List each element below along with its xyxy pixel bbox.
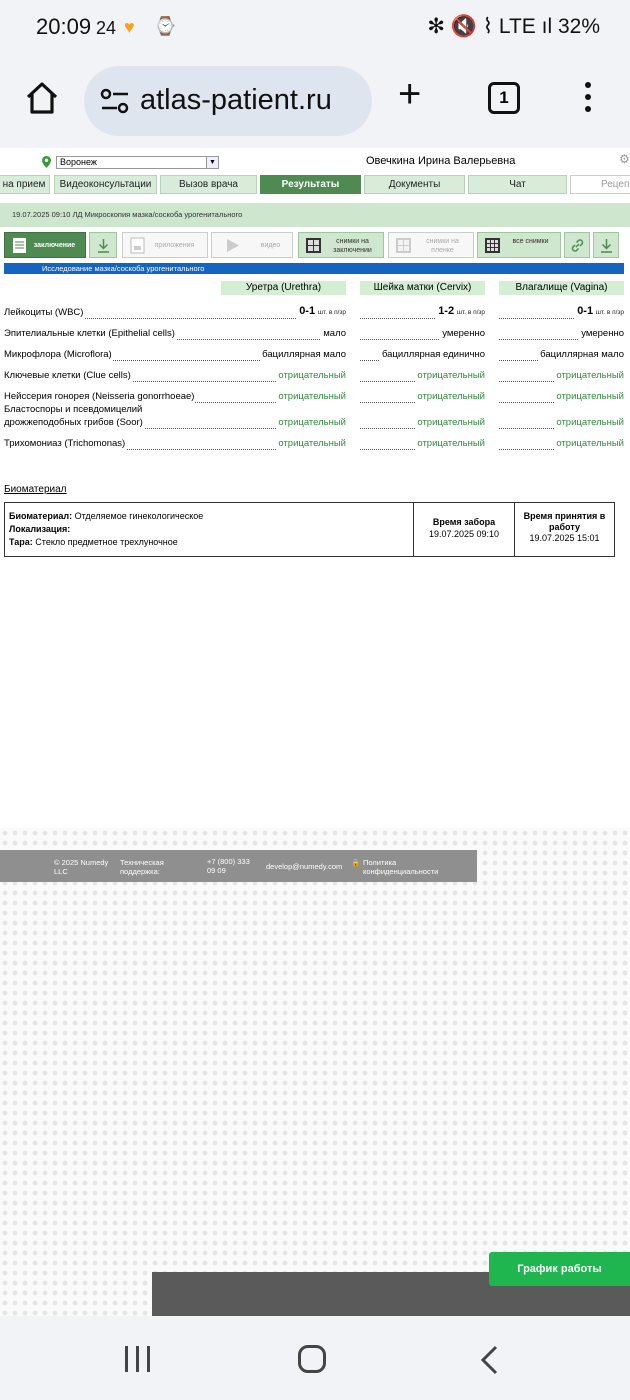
biomaterial-label: Биоматериал: bbox=[9, 511, 73, 521]
site-footer bbox=[0, 850, 477, 882]
status-time: 20:09 bbox=[36, 14, 92, 39]
download-icon bbox=[598, 237, 615, 254]
result-unit: шт. в п/зр bbox=[317, 309, 346, 316]
patient-name: Овечкина Ирина Валерьевна bbox=[366, 155, 516, 167]
result-name: Ключевые клетки (Clue cells) bbox=[4, 370, 131, 381]
result-cell bbox=[360, 417, 485, 429]
result-value: 0-1 bbox=[299, 305, 316, 317]
result-value: бациллярная мало bbox=[262, 349, 346, 360]
result-cell bbox=[360, 438, 485, 450]
container-value: Стекло предметное трехлуночное bbox=[35, 537, 178, 547]
collection-time-cell bbox=[414, 503, 515, 556]
status-indicators: ✻ 🔇 ⌇ LTE ıl 32% bbox=[427, 15, 600, 38]
result-value: отрицательный bbox=[278, 417, 346, 428]
result-value: отрицательный bbox=[417, 438, 485, 449]
tab-appointment[interactable]: на прием bbox=[0, 175, 50, 194]
result-cell bbox=[360, 328, 485, 340]
city-select[interactable] bbox=[56, 156, 219, 169]
result-unit: шт. в п/зр bbox=[456, 309, 485, 316]
attachment-icon bbox=[129, 237, 146, 254]
result-cell bbox=[499, 391, 624, 403]
section-title: Исследование мазка/соскоба урогенитального bbox=[4, 263, 624, 274]
result-value: 0-1 bbox=[577, 305, 594, 317]
result-name-line1: Бластоспоры и псевдомицелий bbox=[4, 404, 143, 415]
result-row bbox=[4, 389, 624, 403]
result-value: отрицательный bbox=[417, 417, 485, 428]
footer-email[interactable]: develop@numedy.com bbox=[266, 862, 343, 871]
study-toolbar bbox=[4, 232, 628, 260]
column-header-cervix: Шейка матки (Cervix) bbox=[360, 281, 485, 295]
biomaterial-details bbox=[5, 503, 414, 556]
result-value: отрицательный bbox=[417, 370, 485, 381]
biomaterial-link[interactable]: Биоматериал bbox=[4, 484, 67, 495]
result-value: отрицательный bbox=[278, 438, 346, 449]
tab-doctor-call[interactable]: Вызов врача bbox=[160, 175, 257, 194]
container-label: Тара: bbox=[9, 537, 33, 547]
heart-icon: ♥ bbox=[124, 17, 135, 37]
result-row bbox=[4, 305, 624, 319]
gear-icon[interactable]: ⚙ bbox=[619, 152, 630, 166]
result-name: Лейкоциты (WBC) bbox=[4, 307, 84, 318]
result-row bbox=[4, 368, 624, 382]
acceptance-time-cell bbox=[515, 503, 614, 556]
collection-time-label: Время забора bbox=[432, 517, 496, 527]
result-name: Нейссерия гонорея (Neisseria gonorrhoeae) bbox=[4, 391, 195, 402]
share-link-button[interactable] bbox=[564, 232, 590, 258]
result-row bbox=[4, 403, 624, 429]
result-name: дрожжеподобных грибов (Soor) bbox=[4, 417, 143, 428]
footer-support-label: Техническая поддержка: bbox=[120, 858, 164, 876]
image-grid-icon bbox=[395, 237, 412, 254]
home-icon[interactable] bbox=[24, 80, 60, 116]
recent-apps-icon[interactable] bbox=[124, 1346, 152, 1372]
result-value: отрицательный bbox=[556, 438, 624, 449]
result-value: отрицательный bbox=[278, 370, 346, 381]
result-value: отрицательный bbox=[278, 391, 346, 402]
chevron-down-icon[interactable]: ▼ bbox=[206, 157, 218, 168]
play-icon bbox=[224, 237, 241, 254]
result-value: умеренно bbox=[442, 328, 485, 339]
download-conclusion-button[interactable] bbox=[89, 232, 117, 258]
all-snapshots-button[interactable] bbox=[477, 232, 561, 258]
result-row bbox=[4, 326, 624, 340]
tab-documents[interactable]: Документы bbox=[364, 175, 465, 194]
video-button[interactable] bbox=[211, 232, 293, 258]
acceptance-time-value: 19.07.2025 15:01 bbox=[529, 533, 600, 543]
status-bar bbox=[0, 0, 630, 56]
tab-video-consultations[interactable]: Видеоконсультации bbox=[54, 175, 157, 194]
tab-results[interactable]: Результаты bbox=[260, 175, 361, 194]
tab-switcher-button[interactable]: 1 bbox=[488, 82, 520, 114]
snapshots-film-button[interactable] bbox=[388, 232, 474, 258]
result-cell bbox=[360, 349, 485, 361]
url-text: atlas-patient.ru bbox=[140, 84, 332, 116]
result-cell bbox=[499, 349, 624, 361]
result-value: мало bbox=[323, 328, 346, 339]
tab-prescriptions[interactable]: Рецеп bbox=[570, 175, 630, 194]
result-unit: шт. в п/зр bbox=[595, 309, 624, 316]
image-grid-icon bbox=[305, 237, 322, 254]
result-cell bbox=[360, 307, 485, 319]
background-pattern bbox=[0, 828, 630, 1316]
snapshots-film-label: снимки на пленке bbox=[426, 238, 459, 254]
biomaterial-value: Отделяемое гинекологическое bbox=[74, 511, 204, 521]
acceptance-time-label: Время принятия в работу bbox=[523, 511, 606, 532]
system-nav-bar bbox=[0, 1316, 630, 1400]
result-name: Трихомониаз (Trichomonas) bbox=[4, 438, 126, 449]
result-cell bbox=[360, 370, 485, 382]
all-snapshots-label: все снимки bbox=[512, 238, 549, 245]
new-tab-icon[interactable]: + bbox=[398, 72, 422, 116]
footer-copyright: © 2025 Numedy LLC bbox=[54, 858, 109, 876]
conclusion-label: заключение bbox=[33, 242, 76, 249]
column-header-urethra: Уретра (Urethra) bbox=[221, 281, 346, 295]
result-value: бациллярная единично bbox=[381, 349, 485, 360]
schedule-button[interactable]: График работы bbox=[489, 1252, 630, 1286]
lock-icon: 🔒 bbox=[351, 858, 361, 867]
back-icon[interactable] bbox=[478, 1344, 502, 1376]
download-icon bbox=[95, 237, 112, 254]
result-value: отрицательный bbox=[556, 417, 624, 428]
result-cell bbox=[499, 417, 624, 429]
address-bar[interactable] bbox=[84, 66, 372, 136]
tab-chat[interactable]: Чат bbox=[468, 175, 567, 194]
result-cell bbox=[499, 307, 624, 319]
result-cell bbox=[499, 370, 624, 382]
result-row bbox=[4, 436, 624, 450]
study-title-bar[interactable]: 19.07.2025 09:10 ЛД Микроскопия мазка/соскоба урогенитального bbox=[0, 203, 630, 227]
localization-label: Локализация: bbox=[9, 524, 71, 534]
image-grid-icon bbox=[484, 237, 501, 254]
document-icon bbox=[11, 237, 28, 254]
result-row bbox=[4, 347, 624, 361]
result-cell bbox=[499, 328, 624, 340]
result-name: Эпителиальные клетки (Epithelial cells) bbox=[4, 328, 175, 339]
footer-phone[interactable]: +7 (800) 333 09 09 bbox=[207, 857, 250, 875]
link-icon bbox=[569, 237, 586, 254]
result-name: Микрофлора (Microflora) bbox=[4, 349, 112, 360]
footer-privacy-link[interactable]: Политика конфиденциальности bbox=[363, 858, 439, 876]
web-page bbox=[0, 148, 630, 1316]
result-value: отрицательный bbox=[556, 370, 624, 381]
conclusion-button[interactable] bbox=[4, 232, 86, 258]
snapshots-conclusion-button[interactable] bbox=[298, 232, 384, 258]
result-cell bbox=[360, 391, 485, 403]
snapshots-conclusion-label: снимки на заключении bbox=[333, 238, 372, 254]
column-header-vagina: Влагалище (Vagina) bbox=[499, 281, 624, 295]
result-value: отрицательный bbox=[556, 391, 624, 402]
result-cell bbox=[499, 438, 624, 450]
download-all-button[interactable] bbox=[593, 232, 619, 258]
browser-toolbar bbox=[0, 56, 630, 148]
result-value: отрицательный bbox=[417, 391, 485, 402]
watch-icon: ⌚ bbox=[154, 16, 177, 36]
city-select-value: Воронеж bbox=[60, 157, 97, 167]
status-extra: 24 bbox=[96, 18, 117, 38]
attachments-label: приложения bbox=[154, 242, 195, 249]
result-value: бациллярная мало bbox=[540, 349, 624, 360]
main-nav bbox=[0, 175, 630, 194]
result-value: 1-2 bbox=[438, 305, 455, 317]
biomaterial-table bbox=[4, 502, 615, 557]
home-button-icon[interactable] bbox=[298, 1345, 326, 1373]
video-label: видео bbox=[260, 242, 281, 249]
site-settings-icon[interactable] bbox=[100, 88, 130, 114]
more-menu-icon[interactable] bbox=[578, 82, 598, 118]
location-pin-icon bbox=[42, 156, 51, 168]
result-value: умеренно bbox=[581, 328, 624, 339]
collection-time-value: 19.07.2025 09:10 bbox=[428, 529, 500, 539]
attachments-button[interactable] bbox=[122, 232, 208, 258]
